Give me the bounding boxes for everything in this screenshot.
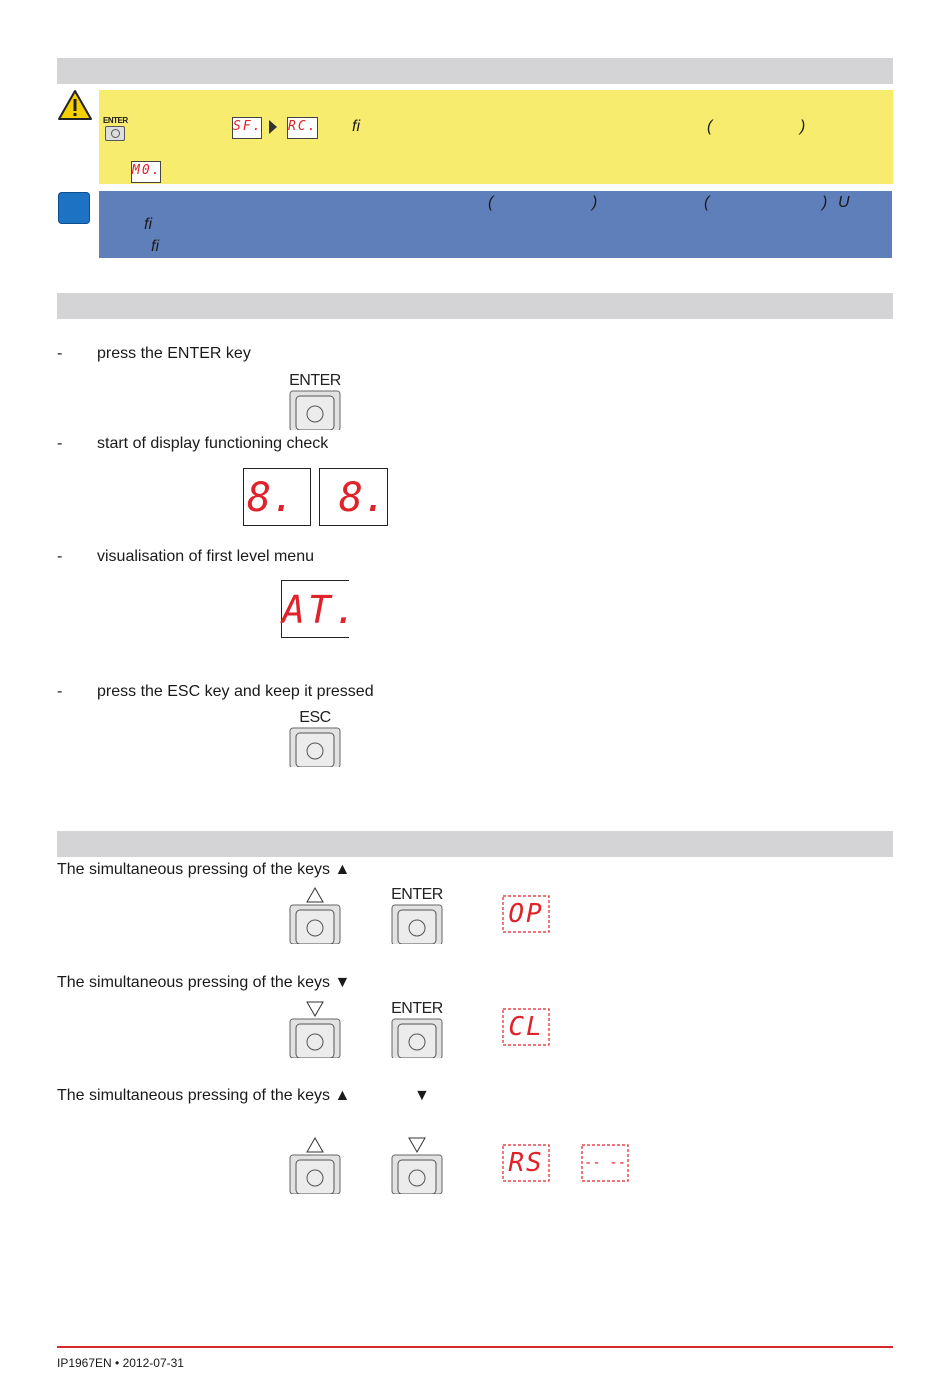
display-code-rc: RC.: [287, 117, 318, 139]
simultaneous-text: The simultaneous pressing of the keys ▲: [57, 861, 351, 878]
blinking-display-dashes: -- --: [578, 1141, 632, 1185]
enter-key-icon: ENTER: [289, 372, 341, 430]
paren-glyph: ): [800, 118, 806, 135]
paren-glyph: (: [707, 118, 713, 135]
step-text: press the ENTER key: [97, 345, 251, 362]
section-header-bar: [57, 58, 893, 84]
display-menu: AT.: [281, 580, 349, 638]
paren-glyph: (: [704, 194, 710, 211]
paren-glyph: ): [592, 194, 598, 211]
ligature-glyph: fi: [144, 216, 152, 233]
simultaneous-text: The simultaneous pressing of the keys ▼: [57, 974, 351, 991]
list-bullet: -: [57, 683, 63, 700]
step-text: visualisation of first level menu: [97, 548, 314, 565]
paren-glyph: (: [488, 194, 494, 211]
blinking-display-cl: CL: [499, 1005, 553, 1049]
esc-key-icon: ESC: [289, 709, 341, 767]
down-arrow-glyph: ▼: [414, 1087, 430, 1104]
paren-glyph: ): [822, 194, 828, 211]
section-header-bar: [57, 293, 893, 319]
step-text: press the ESC key and keep it pressed: [97, 683, 374, 700]
footer-divider: [57, 1346, 893, 1348]
ligature-glyph: fi: [151, 238, 159, 255]
display-test-left: 8.: [243, 468, 311, 526]
info-box: [99, 191, 892, 258]
letter-glyph: U: [838, 194, 850, 211]
up-key-icon: [289, 1136, 341, 1194]
blinking-display-rs: RS: [499, 1141, 553, 1185]
warning-box: [99, 90, 893, 184]
arrow-right-icon: [268, 119, 278, 135]
warning-icon: [57, 89, 93, 121]
display-test-right: 8.: [319, 468, 388, 526]
step-text: start of display functioning check: [97, 435, 329, 452]
enter-key-icon: ENTER: [103, 116, 127, 140]
info-icon: [58, 192, 90, 224]
up-key-icon: [289, 886, 341, 944]
simultaneous-text: The simultaneous pressing of the keys ▲: [57, 1087, 351, 1104]
display-code-sf: SF.: [232, 117, 262, 139]
enter-key-icon: ENTER: [391, 1000, 443, 1058]
list-bullet: -: [57, 345, 63, 362]
footer-doc-id: IP1967EN • 2012-07-31: [57, 1356, 184, 1370]
down-key-icon: [289, 1000, 341, 1058]
list-bullet: -: [57, 435, 63, 452]
enter-key-icon: ENTER: [391, 886, 443, 944]
ligature-glyph: fi: [352, 118, 360, 135]
display-code-m0: M0.: [131, 161, 161, 183]
blinking-display-op: OP: [499, 892, 553, 936]
down-key-icon: [391, 1136, 443, 1194]
list-bullet: -: [57, 548, 63, 565]
section-header-bar: [57, 831, 893, 857]
